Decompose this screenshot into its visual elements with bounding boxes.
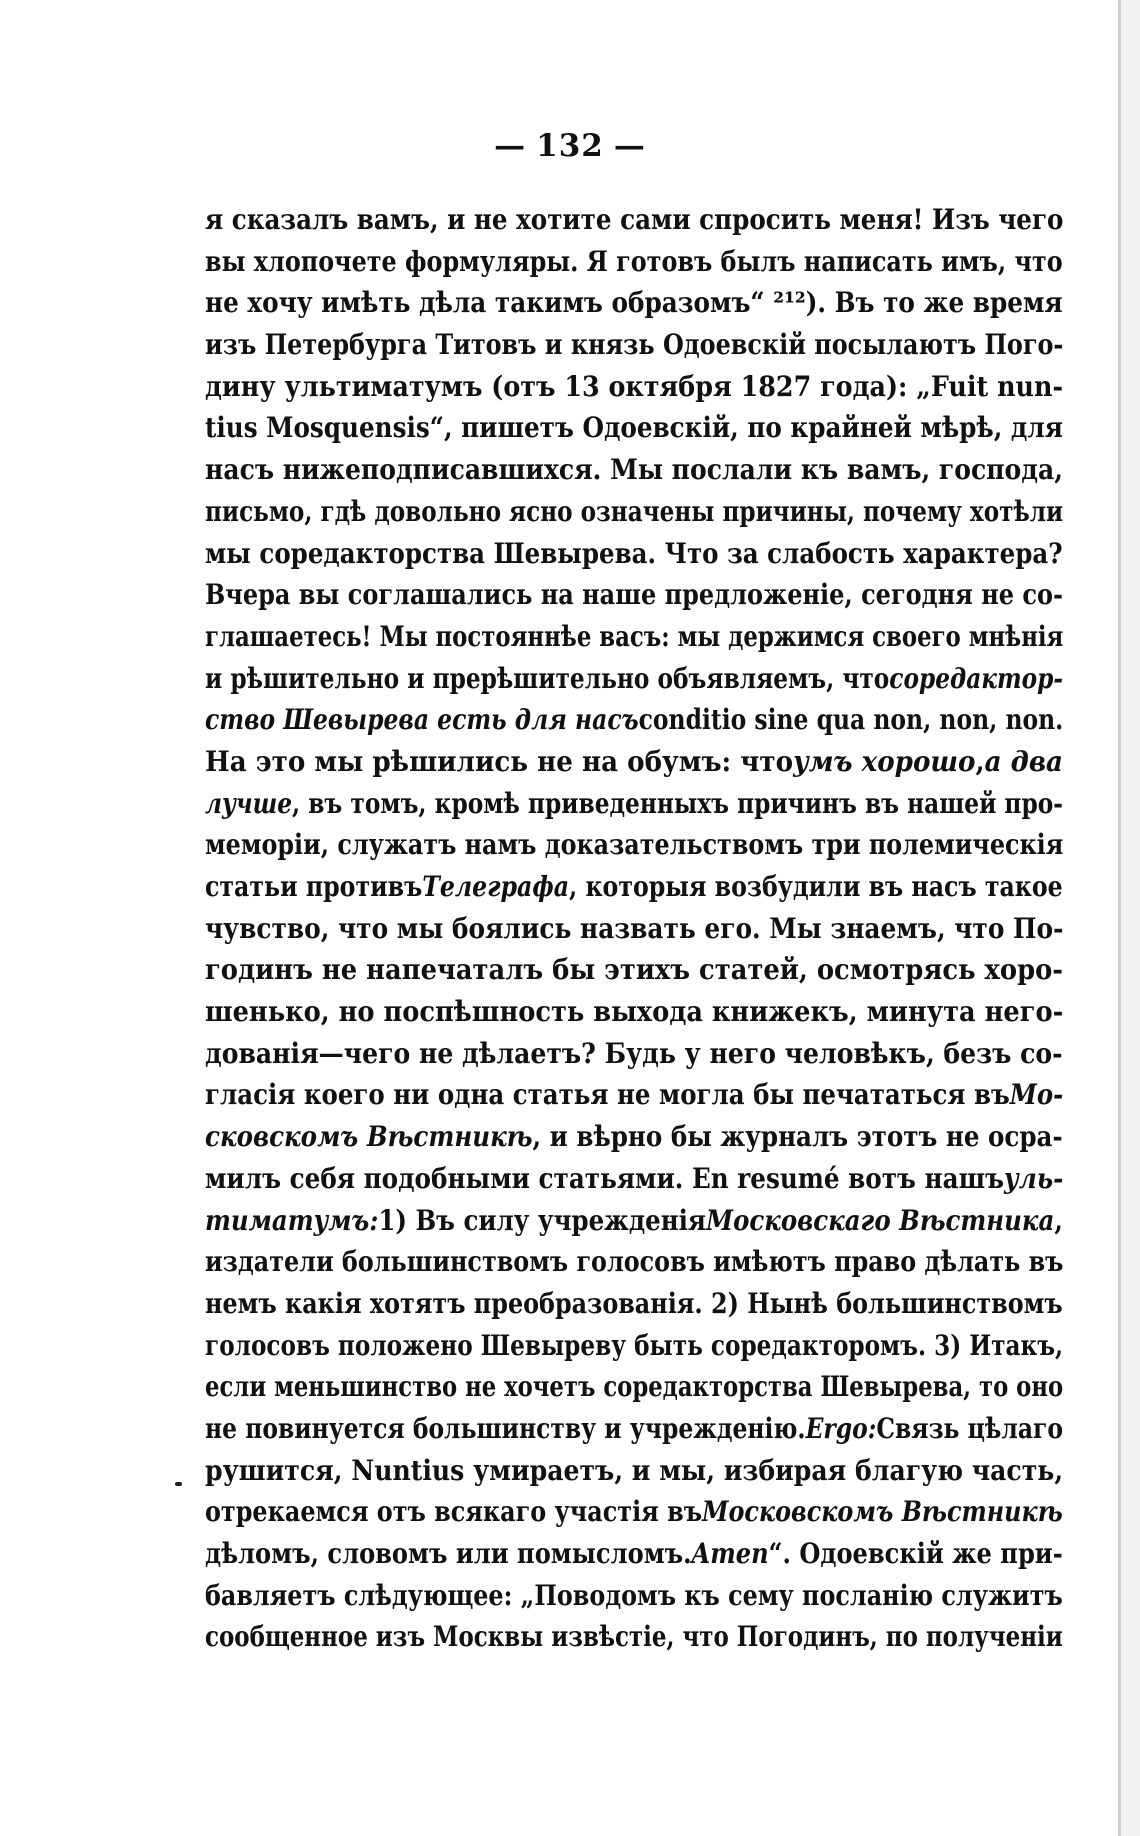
text-line — [205, 1329, 1063, 1371]
line-text-italic: Ergo: — [805, 1411, 877, 1445]
text-line — [205, 453, 1063, 495]
line-text: вы хлопочете формуляры. Я готовъ былъ написать имъ, что — [205, 244, 1063, 278]
line-text: немъ какія хотятъ преобразованія. 2) Нынѣ большинствомъ — [205, 1286, 1063, 1320]
line-text: бавляетъ слѣдующее: „Поводомъ къ сему посланію служитъ — [205, 1578, 1063, 1612]
text-line — [205, 411, 1063, 453]
line-text: дованія—чего не дѣлаетъ? Будь у него человѣкъ, безъ со- — [205, 1036, 1063, 1070]
page-number: 132 — [536, 128, 604, 164]
text-line — [205, 620, 1063, 662]
text-line — [205, 1537, 1063, 1579]
text-line — [205, 286, 1063, 328]
line-text: статьи противъ — [205, 870, 423, 903]
line-text: если меньшинство не хочетъ соредакторства Шевырева, то оно — [205, 1370, 1063, 1404]
text-line — [205, 1204, 1063, 1246]
line-text: conditio sine qua non, non, non. — [638, 703, 1063, 737]
text-line — [205, 1078, 1063, 1120]
line-text: меморіи, служатъ намъ доказательствомъ три полемическія — [205, 828, 1063, 862]
text-line — [205, 912, 1063, 954]
line-text: насъ нижеподписавшихся. Мы послали къ вамъ, господа, — [205, 453, 1063, 487]
line-text: милъ себя подобными статьями. En resumé вотъ нашъ — [205, 1161, 1005, 1195]
line-text: гласія коего ни одна статья не могла бы печататься въ — [205, 1078, 1010, 1112]
text-line — [205, 995, 1063, 1037]
margin-mark — [175, 1482, 182, 1486]
line-text-italic: лучше — [205, 786, 293, 820]
text-line — [205, 1287, 1063, 1329]
line-text: письмо, гдѣ довольно ясно означены причины, почему хотѣли — [205, 494, 1063, 528]
text-line — [205, 1495, 1063, 1537]
text-line — [205, 953, 1063, 995]
line-text: издатели большинствомъ голосовъ имѣютъ право дѣлать въ — [205, 1245, 1063, 1279]
line-text: , которыя возбудили въ насъ такое — [569, 870, 1063, 903]
line-text-italic: а два — [984, 744, 1063, 778]
text-line — [205, 1037, 1063, 1079]
line-text: На это мы рѣшились не на обумъ: что — [205, 744, 794, 778]
line-text-italic: Московскаго Вѣстника — [706, 1203, 1055, 1237]
line-text-italic: Телеграфа — [422, 870, 570, 903]
line-text-italic: соредактор- — [889, 661, 1063, 695]
line-text: и рѣшительно и прерѣшительно объявляемъ, что — [205, 661, 890, 695]
line-text: я сказалъ вамъ, и не хотите сами спросить меня! Изъ чего — [205, 203, 1063, 236]
line-text: годинъ не напечаталъ бы этихъ статей, осмотрясь хоро- — [205, 953, 1063, 987]
line-text: 1) Въ силу учрежденія — [378, 1203, 707, 1237]
text-line — [205, 1412, 1063, 1454]
text-line — [205, 578, 1063, 620]
line-text-italic: Amen — [691, 1537, 769, 1570]
line-text: дину ультиматумъ (отъ 13 октября 1827 года): „Fuit nun- — [205, 369, 1063, 403]
page-header — [0, 128, 1140, 164]
text-line — [205, 370, 1063, 412]
text-line — [205, 1120, 1063, 1162]
text-line — [205, 1370, 1063, 1412]
text-line — [205, 828, 1063, 870]
line-text: рушится, Nuntius умираетъ, и мы, избирая благую часть, — [205, 1453, 1063, 1487]
header-dash-right: — — [613, 128, 646, 164]
text-line — [205, 495, 1063, 537]
line-text-italic: умъ хорошо — [793, 744, 976, 778]
line-text-italic: Мо- — [1009, 1078, 1063, 1112]
text-line — [205, 1579, 1063, 1621]
line-text: tius Mosquensis“, пишетъ Одоевскій, по крайней мѣрѣ, для — [205, 411, 1063, 445]
line-text: Вчера вы соглашались на наше предложеніе, сегодня не со- — [205, 578, 1063, 612]
line-text-italic: ство Шевырева есть для насъ — [205, 703, 639, 737]
line-text: “. Одоевскій же при- — [768, 1537, 1063, 1570]
text-line — [205, 537, 1063, 579]
line-text-italic: тиматумъ: — [205, 1203, 379, 1237]
text-line — [205, 1245, 1063, 1287]
line-text: Связь цѣлаго — [876, 1411, 1063, 1445]
line-text: , — [1054, 1203, 1063, 1237]
text-line — [205, 1162, 1063, 1204]
text-line — [205, 787, 1063, 829]
line-text: не повинуется большинству и учрежденію. — [205, 1411, 806, 1445]
line-text-italic: Московскомъ Вѣстникѣ — [702, 1495, 1063, 1529]
line-text: сообщенное изъ Москвы извѣстіе, что Погодинъ, по полученіи — [205, 1620, 1063, 1654]
line-text: , въ томъ, кромѣ приведенныхъ причинъ въ нашей про- — [292, 786, 1063, 820]
line-text: изъ Петербурга Титовъ и князь Одоевскій посылаютъ Пого- — [205, 328, 1063, 362]
line-text: не хочу имѣть дѣла такимъ образомъ“ ²¹²). Въ то же время — [205, 286, 1063, 320]
text-line — [205, 245, 1063, 287]
line-text-italic: уль- — [1004, 1161, 1063, 1195]
line-text: чувство, что мы боялись назвать его. Мы знаемъ, что По- — [205, 911, 1063, 945]
line-text: шенько, но поспѣшность выхода книжекъ, минута него- — [205, 995, 1063, 1029]
text-line — [205, 328, 1063, 370]
line-text: голосовъ положено Шевыреву быть соредакторомъ. 3) Итакъ, — [205, 1328, 1063, 1362]
text-line — [205, 1620, 1063, 1662]
page-edge-line — [1118, 0, 1121, 1836]
text-line — [205, 1454, 1063, 1496]
header-dash-left: — — [494, 128, 527, 164]
line-text: дѣломъ, словомъ или помысломъ. — [205, 1537, 692, 1570]
page-edge-shadow — [1121, 0, 1140, 1836]
text-line — [205, 703, 1063, 745]
text-line — [205, 662, 1063, 704]
line-text: отрекаемся отъ всякаго участія въ — [205, 1495, 703, 1529]
text-line — [205, 203, 1063, 245]
text-line — [205, 870, 1063, 912]
line-text: , — [975, 744, 985, 778]
text-line — [205, 745, 1063, 787]
line-text-italic: сковскомъ Вѣстникѣ — [205, 1120, 533, 1154]
line-text: , и вѣрно бы журналъ этотъ не осра- — [532, 1120, 1063, 1154]
body-text — [205, 203, 1063, 1662]
line-text: мы соредакторства Шевырева. Что за слабость характера? — [205, 536, 1063, 570]
line-text: глашаетесь! Мы постояннѣе васъ: мы держимся своего мнѣнія — [205, 619, 1063, 653]
